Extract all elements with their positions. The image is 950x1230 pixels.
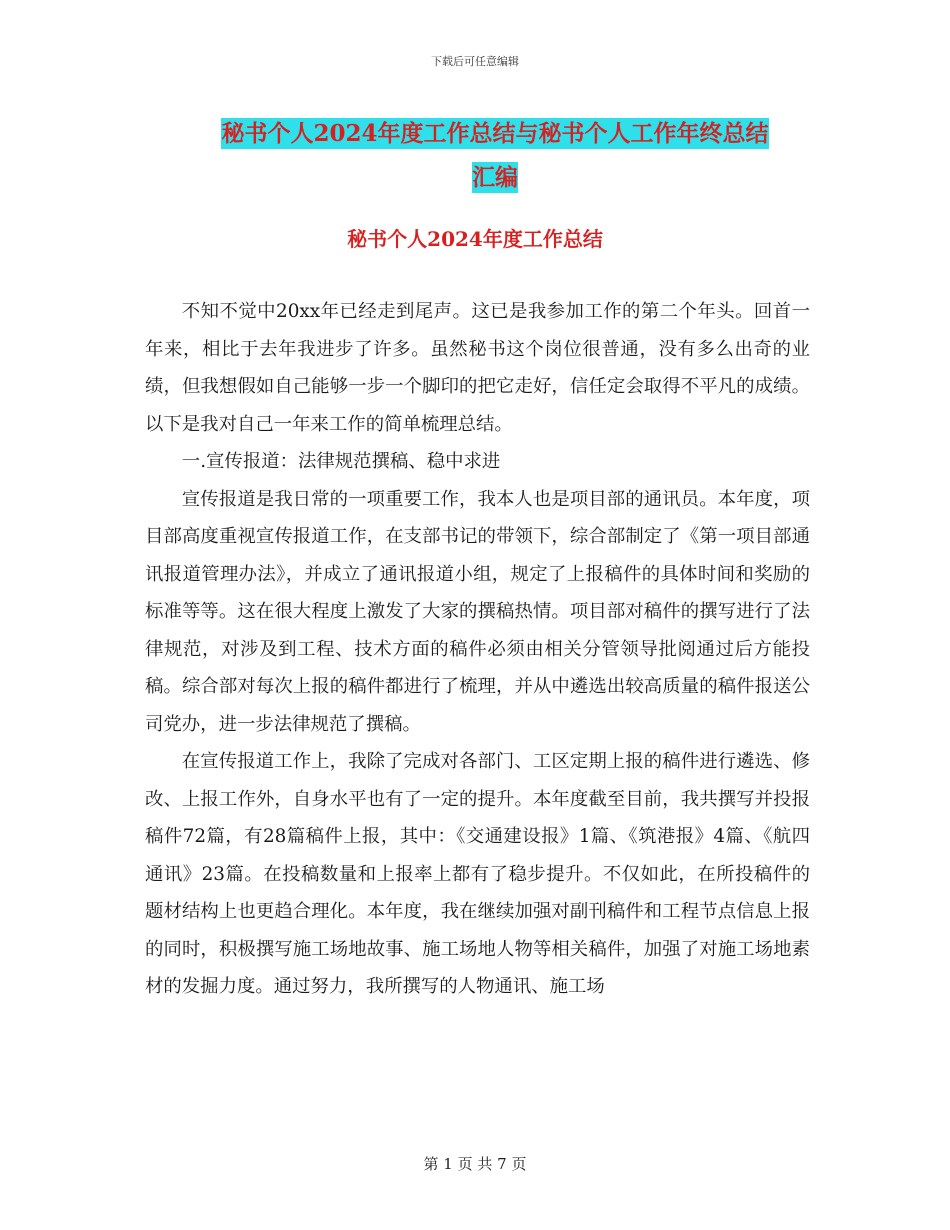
section-title: 秘书个人2024年度工作总结 bbox=[347, 227, 603, 251]
main-title-line-2: 汇编 bbox=[472, 164, 518, 191]
main-title-line-1: 秘书个人2024年度工作总结与秘书个人工作年终总结 bbox=[221, 120, 769, 147]
subheading-publicity: 一.宣传报道：法律规范撰稿、稳中求进 bbox=[181, 451, 501, 472]
paragraph-publicity-work: 宣传报道是我日常的一项重要工作，我本人也是项目部的通讯员。本年度，项目部高度重视宣传报道工作，在支部书记的带领下，综合部制定了《第一项目部通讯报道管理办法》，并成立了通讯报道小组，规定了上报稿件的具体时间和奖励的标准等等。这在很大程度上激发了大家的撰稿热情。项目部对稿件的撰写进行了法律规范，对涉及到工程、技术方面的稿件必须由相关分管领导批阅通过后方能投稿。综合部对每次上报的稿件都进行了梳理，并从中遴选出较高质量的稿件报送公司党办，进一步法律规范了撰稿。 bbox=[145, 488, 810, 735]
paragraph-intro: 不知不觉中20xx年已经走到尾声。这已是我参加工作的第二个年头。回首一年来，相比于去年我进步了许多。虽然秘书这个岗位很普通，没有多么出奇的业绩，但我想假如自己能够一步一个脚印的把它走好，信任定会取得不平凡的成绩。以下是我对自己一年来工作的简单梳理总结。 bbox=[145, 301, 810, 435]
document-main-title bbox=[150, 112, 840, 200]
page-number: 第 1 页 共 7 页 bbox=[423, 1155, 527, 1173]
page-header-note: 下载后可任意编辑 bbox=[431, 55, 519, 68]
document-body bbox=[145, 293, 810, 1006]
paragraph-publicity-results: 在宣传报道工作上，我除了完成对各部门、工区定期上报的稿件进行遴选、修改、上报工作外，自身水平也有了一定的提升。本年度截至目前，我共撰写并投报稿件72篇，有28篇稿件上报，其中：《交通建设报》1篇、《筑港报》4篇、《航四通讯》23篇。在投稿数量和上报率上都有了稳步提升。不仅如此，在所投稿件的题材结构上也更趋合理化。本年度，我在继续加强对副刊稿件和工程节点信息上报的同时，积极撰写施工场地故事、施工场地人物等相关稿件，加强了对施工场地素材的发掘力度。通过努力，我所撰写的人物通讯、施工场 bbox=[145, 751, 810, 997]
